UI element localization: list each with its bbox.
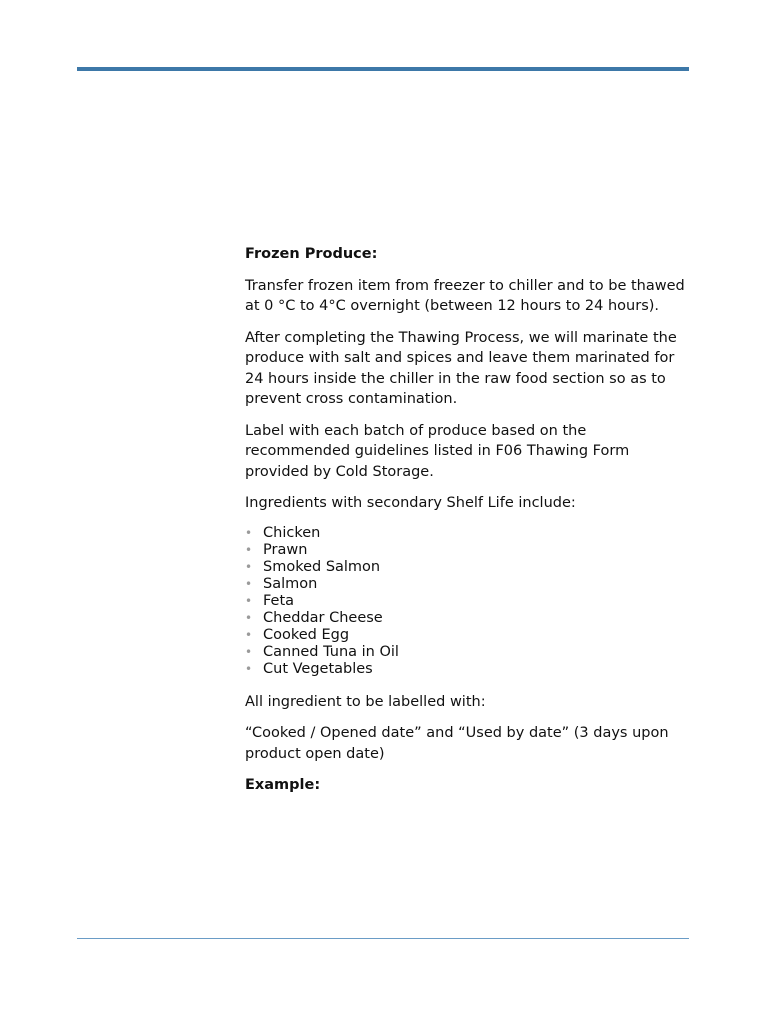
list-item (245, 576, 695, 593)
list-item (245, 593, 695, 610)
ingredient-label: Cheddar Cheese (263, 609, 383, 626)
bullet-icon: • (245, 661, 253, 676)
list-item (245, 610, 695, 627)
ingredient-label: Salmon (263, 575, 318, 592)
ingredient-list (245, 525, 695, 678)
ingredient-label: Cooked Egg (263, 626, 350, 643)
ingredient-label: Prawn (263, 541, 308, 558)
bullet-icon: • (245, 576, 253, 591)
ingredient-label: Cut Vegetables (263, 660, 373, 677)
list-item (245, 661, 695, 678)
ingredient-label: Feta (263, 592, 295, 609)
ingredient-label: Chicken (263, 524, 321, 541)
bullet-icon: • (245, 644, 253, 659)
list-item (245, 559, 695, 576)
list-item (245, 644, 695, 661)
list-item (245, 627, 695, 644)
paragraph-marinate: After completing the Thawing Process, we will marinate the produce with salt and spices and leave them marinated for 24 hours inside the chiller in the raw food section so as to prevent cross contamination. (245, 329, 677, 407)
list-item (245, 542, 695, 559)
bullet-icon: • (245, 542, 253, 557)
bullet-icon: • (245, 627, 253, 642)
list-item (245, 525, 695, 542)
bullet-icon: • (245, 610, 253, 625)
footer-rule (77, 938, 689, 939)
example-heading: Example: (245, 777, 321, 793)
ingredient-label: Smoked Salmon (263, 558, 381, 575)
bullet-icon: • (245, 525, 253, 540)
section-heading: Frozen Produce: (245, 246, 378, 262)
bullet-icon: • (245, 559, 253, 574)
paragraph-label-intro: All ingredient to be labelled with: (245, 693, 486, 710)
bullet-icon: • (245, 593, 253, 608)
paragraph-label: Label with each batch of produce based on the recommended guidelines listed in F06 Thawing Form provided by Cold Storage. (245, 422, 630, 480)
document-body (245, 244, 695, 807)
paragraph-label-text: “Cooked / Opened date” and “Used by date” (3 days upon product open date) (245, 725, 669, 762)
ingredient-label: Canned Tuna in Oil (263, 643, 399, 660)
header-rule (77, 67, 689, 71)
paragraph-ingredients-intro: Ingredients with secondary Shelf Life include: (245, 495, 576, 511)
paragraph-thawing: Transfer frozen item from freezer to chiller and to be thawed at 0 °C to 4°C overnight (between 12 hours to 24 hours). (245, 277, 685, 314)
